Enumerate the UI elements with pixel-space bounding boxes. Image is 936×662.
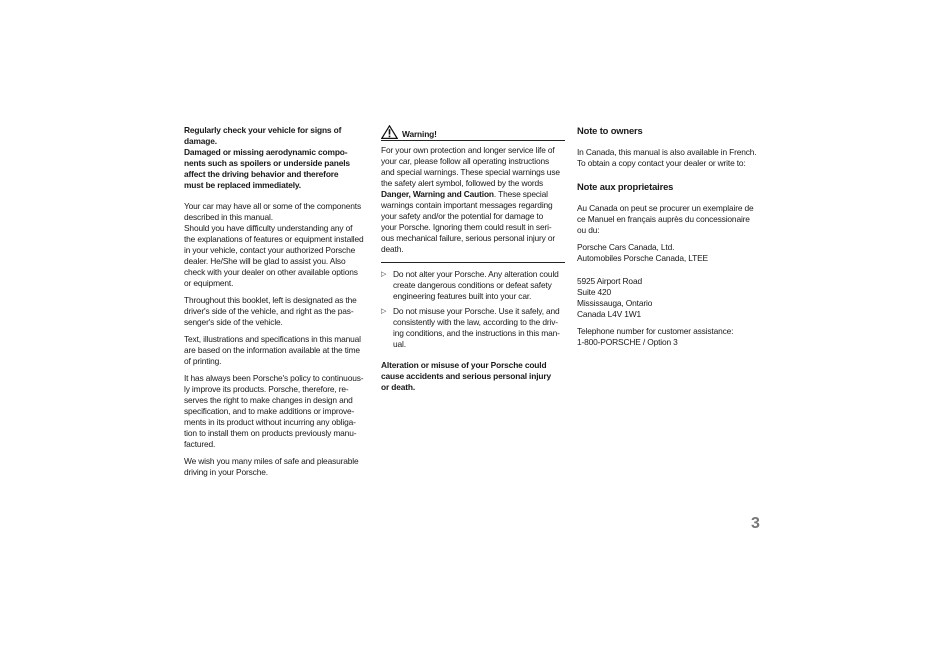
note-to-owners-text <box>577 147 763 169</box>
text-line: described in this manual. <box>184 212 273 222</box>
text-line: driver's side of the vehicle, and right as the pas- <box>184 306 354 316</box>
text-line: must be replaced immediately. <box>184 180 301 190</box>
right-column <box>577 125 763 348</box>
warning-header <box>381 125 565 141</box>
text-line: Automobiles Porsche Canada, LTEE <box>577 253 708 263</box>
text-line: Canada L4V 1W1 <box>577 309 642 319</box>
text-line: consistently with the law, according to the driv- <box>393 317 558 327</box>
text-line: tion to install them on products previously manu- <box>184 428 357 438</box>
text-line: or death. <box>381 382 416 392</box>
text-line: Should you have difficulty understanding any of <box>184 223 353 233</box>
text-line: death. <box>381 244 404 254</box>
wish-paragraph <box>184 456 370 478</box>
warning-title: Warning! <box>402 129 437 139</box>
middle-column <box>381 125 565 393</box>
mailing-address <box>577 276 763 320</box>
text-line: or equipment. <box>184 278 234 288</box>
left-column <box>184 125 370 478</box>
text-line: ous mechanical failure, serious personal injury or <box>381 233 556 243</box>
text-line: ments in its product without incurring any obliga- <box>184 417 356 427</box>
note-aux-proprietaires-text <box>577 203 763 236</box>
text-line: driving in your Porsche. <box>184 467 268 477</box>
text-line: ly improve its products. Porsche, therefore, re- <box>184 384 349 394</box>
text-line: Porsche Cars Canada, Ltd. <box>577 242 675 252</box>
text-line: your car, please follow all operating instructions <box>381 156 550 166</box>
company-name <box>577 242 763 264</box>
triangle-right-icon: ▷ <box>381 308 387 315</box>
note-aux-proprietaires-heading: Note aux proprietaires <box>577 181 674 192</box>
text-line: warnings contain important messages regarding <box>381 200 553 210</box>
signal-words: Danger, Warning and Caution <box>381 189 494 199</box>
text-line: create dangerous conditions or defeat safety <box>393 280 552 290</box>
text-line: Do not alter your Porsche. Any alteration could <box>393 269 559 279</box>
warning-intro <box>381 145 565 255</box>
text-line: Telephone number for customer assistance: <box>577 326 734 336</box>
text-line: We wish you many miles of safe and pleasurable <box>184 456 359 466</box>
text-line: Damaged or missing aerodynamic compo- <box>184 147 348 157</box>
text-line: In Canada, this manual is also available in French. <box>577 147 757 157</box>
text-line: engineering features built into your car. <box>393 291 532 301</box>
text-line: affect the driving behavior and therefore <box>184 169 339 179</box>
policy-paragraph <box>184 373 370 450</box>
text-line: check with your dealer on other available options <box>184 267 358 277</box>
list-item-text <box>393 269 565 302</box>
text-line: are based on the information available at the time <box>184 345 360 355</box>
list-item-text <box>393 306 565 350</box>
left-right-paragraph <box>184 295 370 328</box>
text-line: your safety and/or the potential for damage to <box>381 211 544 221</box>
text-line: Throughout this booklet, left is designated as the <box>184 295 357 305</box>
text-line: ual. <box>393 339 406 349</box>
text-line: 1-800-PORSCHE / Option 3 <box>577 337 678 347</box>
misuse-warning <box>381 360 565 393</box>
list-item <box>381 306 565 350</box>
text-line: the explanations of features or equipment installed <box>184 234 364 244</box>
triangle-right-icon: ▷ <box>381 271 387 278</box>
text-line: For your own protection and longer service life of <box>381 145 555 155</box>
text-line: To obtain a copy contact your dealer or write to: <box>577 158 746 168</box>
text-line: and special warnings. These special warnings use <box>381 167 560 177</box>
text-line: in your vehicle, contact your authorized Porsche <box>184 245 356 255</box>
text-line: your Porsche. Ignoring them could result in seri- <box>381 222 552 232</box>
text-line: senger's side of the vehicle. <box>184 317 283 327</box>
text-line: . These special <box>493 189 548 199</box>
damage-warning-lead <box>184 125 370 191</box>
divider <box>381 262 565 263</box>
note-to-owners-heading: Note to owners <box>577 125 643 136</box>
text-line: damage. <box>184 136 217 146</box>
text-line: dealer. He/She will be glad to assist you. Also <box>184 256 346 266</box>
text-line: Suite 420 <box>577 287 612 297</box>
warning-triangle-icon <box>381 125 398 139</box>
text-line: Do not misuse your Porsche. Use it safely, and <box>393 306 560 316</box>
text-line: the safety alert symbol, followed by the words <box>381 178 544 188</box>
text-line: specification, and to make additions or improve- <box>184 406 355 416</box>
text-line: nents such as spoilers or underside panels <box>184 158 350 168</box>
text-line: Your car may have all or some of the components <box>184 201 361 211</box>
components-paragraph <box>184 201 370 289</box>
specifications-paragraph <box>184 334 370 367</box>
page-number: 3 <box>751 515 760 532</box>
text-line: ing conditions, and the instructions in this man- <box>393 328 560 338</box>
text-line: It has always been Porsche's policy to continuous- <box>184 373 364 383</box>
text-line: Mississauga, Ontario <box>577 298 653 308</box>
text-line: cause accidents and serious personal injury <box>381 371 551 381</box>
text-line: Alteration or misuse of your Porsche could <box>381 360 547 370</box>
text-line: ce Manuel en français auprès du concessionaire <box>577 214 750 224</box>
text-line: Text, illustrations and specifications in this manual <box>184 334 361 344</box>
text-line: Au Canada on peut se procurer un exemplaire de <box>577 203 754 213</box>
text-line: 5925 Airport Road <box>577 276 642 286</box>
text-line: serves the right to make changes in design and <box>184 395 353 405</box>
text-line: ou du: <box>577 225 600 235</box>
text-line: factured. <box>184 439 216 449</box>
list-item <box>381 269 565 302</box>
text-line: of printing. <box>184 356 222 366</box>
customer-phone <box>577 326 763 348</box>
text-line: Regularly check your vehicle for signs of <box>184 125 342 135</box>
